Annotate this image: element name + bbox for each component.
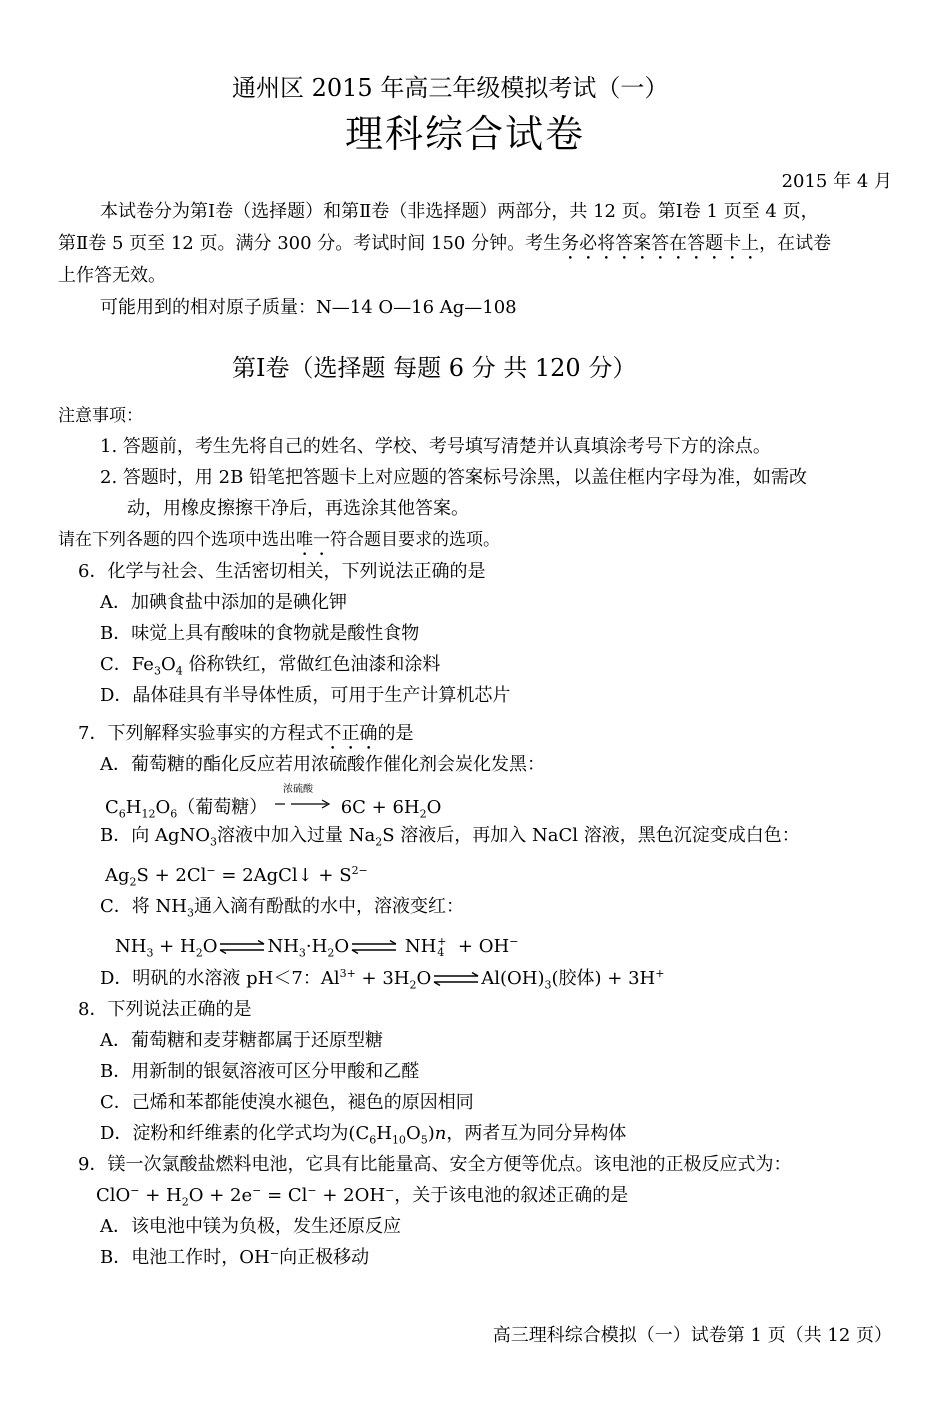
equilibrium-arrow-icon [432,972,480,986]
intro-line2-plain: 第Ⅱ卷 5 页至 12 页。满分 300 分。考试时间 150 分钟。考生 [58,233,562,254]
q9-option-b: B．电池工作时，OH⁻向正极移动 [100,1247,370,1268]
equilibrium-arrow-icon [350,940,398,954]
q7-stem [78,722,413,754]
q6-option-b: B．味觉上具有酸味的食物就是酸性食物 [100,623,420,644]
q9-equation-tail: ，关于该电池的叙述正确的是 [394,1185,629,1206]
paper-title: 理科综合试卷 [345,112,586,156]
q7-colloid: (胶体) [551,968,602,989]
q7-equation-c: $NH_3 + H_2O$ $NH_3\cdot H_2O$ NH + 4 + OH− [115,935,519,960]
arrow-icon [273,799,335,809]
q6-option-d: D．晶体硅具有半导体性质，可用于生产计算机芯片 [100,685,511,706]
q7-option-c-post: 通入滴有酚酞的水中，溶液变红： [193,896,464,917]
q9-equation: $ClO^- + H_2O + 2e^- = Cl^- + 2OH^-$，关于该电池的叙述正确的是 [96,1184,629,1209]
q7-option-b-mid: 溶液中加入过量 Na [216,825,376,846]
q9-option-a: A．该电池中镁为负极，发生还原反应 [100,1216,401,1237]
q6-option-a: A．加碘食盐中添加的是碘化钾 [100,592,347,613]
note-2a: 2. 答题时，用 2B 铅笔把答题卡上对应题的答案标号涂黑，以盖住框内字母为准，如需改 [100,467,808,488]
instruction-line [58,528,500,560]
q7-option-b-post: S 溶液后，再加入 NaCl 溶液，黑色沉淀变成白色： [382,825,800,846]
q7-option-c: C．将 $NH_3$通入滴有酚酞的水中，溶液变红： [100,896,464,920]
q7-stem-post: 的是 [377,723,414,744]
q7-equation-b: $Ag_2S + 2Cl^-$ = 2AgCl↓ + $S^{2-}$ [105,864,368,889]
q8-option-d: D．淀粉和纤维素的化学式均为$(C_6H_{10}O_5)n$，两者互为同分异构体 [100,1123,627,1147]
page-footer: 高三理科综合模拟（一）试卷第 1 页（共 12 页） [492,1325,892,1346]
intro-line3: 上作答无效。 [58,265,166,286]
instruction-pre: 请在下列各题的四个选项中选出 [58,530,296,550]
intro-line2-tail: ，在试卷 [759,233,832,254]
q6-stem: 6．化学与社会、生活密切相关，下列说法正确的是 [78,561,486,582]
q7-option-b: B．向 AgNO$_3$溶液中加入过量 $Na_2S$ 溶液后，再加入 NaCl 溶液，黑色沉淀变成白色： [100,825,800,849]
catalyst-label: 浓硫酸 [282,784,313,795]
q7-option-a: A．葡萄糖的酯化反应若用浓硫酸作催化剂会炭化发黑： [100,754,545,775]
section-title: 第Ⅰ卷（选择题 每题 6 分 共 120 分） [232,354,637,382]
q6-option-c: C．$Fe_3O_4$ 俗称铁红，常做红色油漆和涂料 [100,654,441,678]
exam-date: 2015 年 4 月 [781,171,892,192]
note-1: 1. 答题前，考生先将自己的姓名、学校、考号填写清楚并认真填涂考号下方的涂点。 [100,436,771,457]
q8-option-b: B．用新制的银氨溶液可区分甲酸和乙醛 [100,1061,420,1082]
q7-option-c-pre: C．将 NH [100,896,187,917]
q8-option-c: C．己烯和苯都能使溴水褪色，褪色的原因相同 [100,1092,474,1113]
intro-line1: 本试卷分为第Ⅰ卷（选择题）和第Ⅱ卷（非选择题）两部分，共 12 页。第Ⅰ卷 1 页至 4 页， [100,201,819,222]
atomic-mass-line: 可能用到的相对原子质量：N—14 O—16 Ag—108 [100,297,517,318]
q7-option-b-pre: B．向 AgNO [100,825,210,846]
q7-stem-pre: 7．下列解释实验事实的方程式 [78,723,324,744]
intro-line2 [58,232,831,264]
q7-stem-emphasis: 不正确 [323,723,378,744]
q8-stem: 8．下列说法正确的是 [78,999,252,1020]
q7-option-d: D．明矾的水溶液 pH＜7：$Al^{3+} + 3H_2O$ $Al(OH)_3$(胶体) + 3H+ [100,967,665,992]
exam-title: 通州区 2015 年高三年级模拟考试（一） [232,74,669,102]
instruction-post: 符合题目要求的选项。 [330,530,500,550]
q7-option-d-pre: D．明矾的水溶液 pH＜7：Al [100,968,340,989]
q9-stem: 9．镁一次氯酸盐燃料电池，它具有比能量高、安全方便等优点。该电池的正极反应式为： [78,1154,792,1175]
q7-equation-a: $C_6H_{12}O_6$（葡萄糖） 浓硫酸 $6C + 6H_2O$ [105,784,442,821]
q8-option-d-post: ，两者互为同分异构体 [446,1123,627,1144]
q7-glucose-label: （葡萄糖） [177,797,268,818]
catalyst-arrow [273,784,335,813]
instruction-emphasis: 唯一 [296,530,330,550]
q6-option-c-text: 俗称铁红，常做红色油漆和涂料 [188,654,441,675]
equilibrium-arrow-icon [218,940,266,954]
notes-heading: 注意事项： [58,406,143,426]
q8-option-d-pre: D．淀粉和纤维素的化学式均为(C [100,1123,370,1144]
q8-option-a: A．葡萄糖和麦芽糖都属于还原型糖 [100,1030,383,1051]
note-2b: 动，用橡皮擦擦干净后，再选涂其他答案。 [127,498,469,519]
intro-emphasis: 务必将答案答在答题卡上 [561,233,760,254]
